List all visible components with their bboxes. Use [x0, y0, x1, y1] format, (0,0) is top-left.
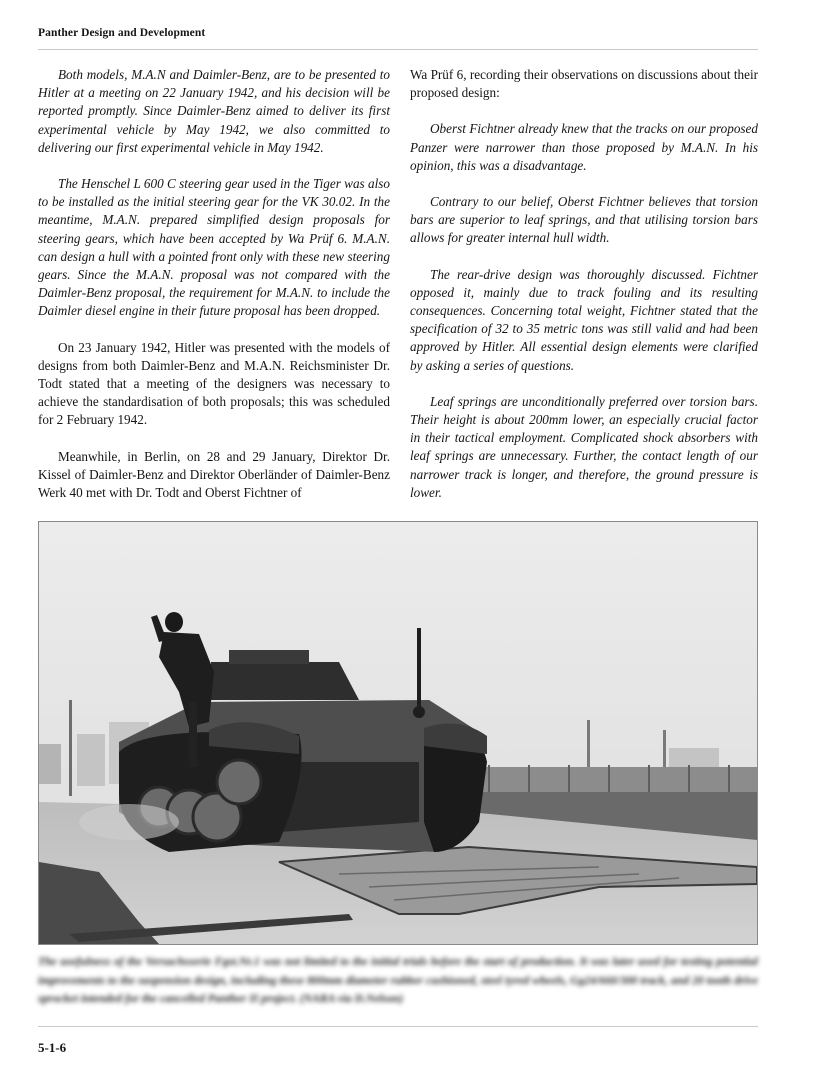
body-paragraph: On 23 January 1942, Hitler was presented with the models of designs from both Daimler-Benz and M.A.N. Reichsminister Dr. Todt stated that a meeting of the designers was necessary to achieve the standardisation of both proposals; this was scheduled for 2 February 1942.	[38, 339, 390, 428]
quote-paragraph: Leaf springs are unconditionally preferred over torsion bars. Their height is about 200mm lower, an especially crucial factor in their tactical employment. Complicated shock absorbers with leaf springs are unnecessary. Further, the contact length of our narrower track is longer, and therefore, the ground pressure is lower.	[410, 393, 758, 500]
quote-paragraph: Both models, M.A.N and Daimler-Benz, are to be presented to Hitler at a meeting on 22 January 1942, and his decision will be reported promptly. Since Daimler-Benz aimed to deliver its first experimental vehicle by May 1942, we also committed to delivering our first experimental vehicle in May 1942.	[38, 67, 390, 155]
quote-paragraph: The Henschel L 600 C steering gear used in the Tiger was also to be installed as the initial steering gear for the VK 30.02. In the meantime, M.A.N. prepared simplified design proposals for steering gears, which have been accepted by Wa Prüf 6. M.A.N. can design a hull with a pointed front only with these new steering gears. Since the M.A.N. proposal was not compared with the Daimler-Benz proposal, the requirement for M.A.N. to include the Daimler diesel engine in their future proposal has been dropped.	[38, 176, 390, 319]
tank-photograph	[38, 521, 758, 945]
photo-illustration	[39, 522, 757, 944]
continuation-paragraph: Wa Prüf 6, recording their observations on discussions about their proposed design:	[410, 67, 758, 101]
footer-rule	[38, 1026, 758, 1027]
quote-paragraph: Oberst Fichtner already knew that the tracks on our proposed Panzer were narrower than those proposed by M.A.N. In his opinion, this was a disadvantage.	[410, 121, 758, 173]
left-text-column	[38, 66, 390, 502]
quote-paragraph: Contrary to our belief, Oberst Fichtner believes that torsion bars are superior to leaf springs, and that utilising torsion bars allows for greater internal hull width.	[410, 194, 758, 246]
quote-paragraph: The rear-drive design was thoroughly discussed. Fichtner opposed it, mainly due to track fouling and its resulting consequences. Concerning total weight, Fichtner stated that the specification of 32 to 35 metric tons was still valid and had been approved by Hitler. All essential design elements were clarified by asking a series of questions.	[410, 266, 758, 373]
photo-caption: The usefulness of the Versuchsserie Fgst.Nr.1 was not limited to the initial trials before the start of production. It was later used for testing potential improvements to the suspension design, including these 800mm diameter rubber cushioned, steel tyred wheels, Gg24/660/300 track, and 20 tooth drive sprocket intended for the cancelled Panther II project. (NARA via D.Nelson)	[38, 955, 758, 1005]
header-rule	[38, 49, 758, 50]
right-text-column	[410, 66, 758, 520]
body-paragraph: Meanwhile, in Berlin, on 28 and 29 January, Direktor Dr. Kissel of Daimler-Benz and Direktor Oberländer of Daimler-Benz Werk 40 met with Dr. Todt and Oberst Fichtner of	[38, 448, 390, 501]
page-number: 5-1-6	[38, 1040, 67, 1055]
running-header-title: Panther Design and Development	[38, 27, 206, 39]
